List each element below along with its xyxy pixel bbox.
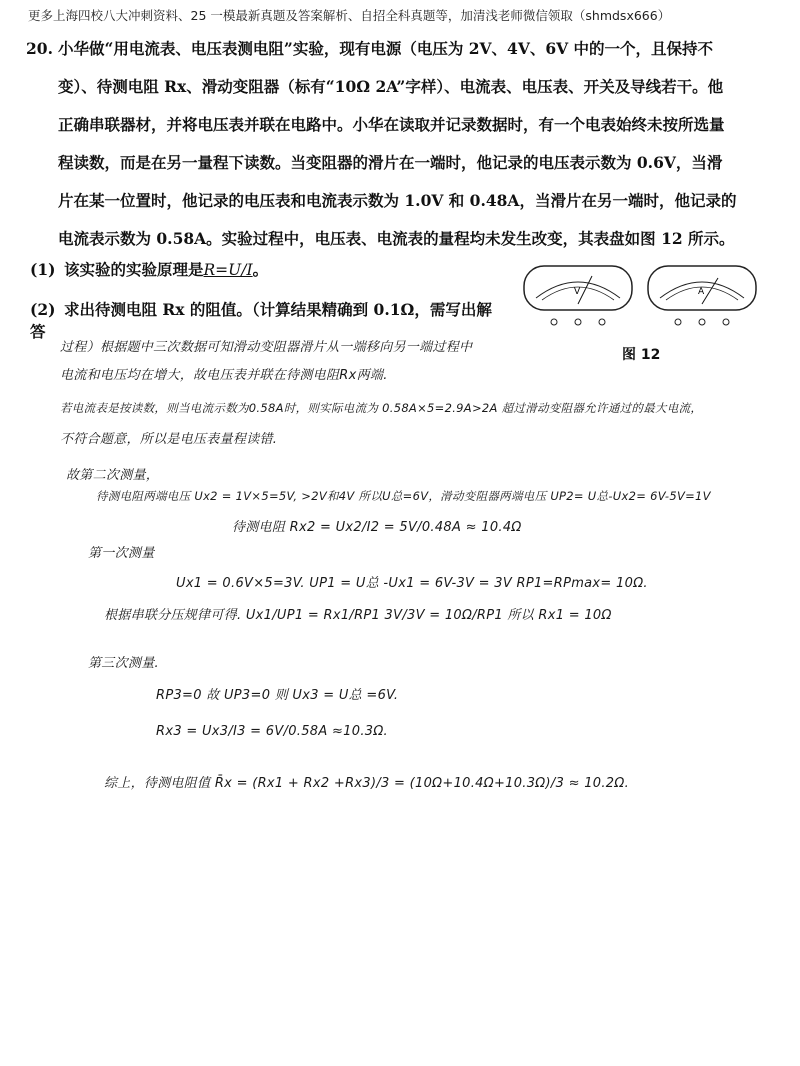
question-line: 正确串联器材，并将电压表并联在电路中。小华在读取并记录数据时，有一个电表始终未按所选量 [58, 115, 725, 134]
voltmeter-dial [524, 266, 632, 325]
handwriting-line: Ux1 = 0.6V×5=3V. UP1 = U总 -Ux1 = 6V-3V = 3V RP1=RPmax= 10Ω. [176, 576, 648, 591]
question-line: 电流表示数为 0.58A。实验过程中，电压表、电流表的量程均未发生改变，其表盘如图 12 所示。 [58, 229, 735, 248]
handwriting-line: 第三次测量. [88, 656, 159, 671]
handwriting-line: 不符合题意，所以是电压表量程读错. [60, 432, 278, 447]
handwriting-line: 第一次测量 [88, 546, 155, 561]
handwriting-line: 根据串联分压规律可得. Ux1/UP1 = Rx1/RP1 3V/3V = 10Ω/RP1 所以 Rx1 = 10Ω [104, 608, 612, 623]
part-2-number: (2) [30, 300, 56, 319]
part-1-text: 该实验的实验原理是 [64, 260, 204, 279]
figure-label: 图 12 [622, 347, 661, 363]
handwriting-line: 待测电阻 Rx2 = Ux2/I2 = 5V/0.48A ≈ 10.4Ω [232, 520, 522, 535]
ammeter-dial [648, 266, 756, 325]
part-2-text: 求出待测电阻 Rx 的阻值。（计算结果精确到 0.1Ω，需写出解答 [30, 300, 492, 341]
part-1-answer: R=U/I [203, 261, 253, 279]
part-1-end: 。 [252, 260, 269, 279]
handwriting-line: 故第二次测量， [66, 468, 160, 483]
handwriting-line: 过程）根据题中三次数据可知滑动变阻器滑片从一端移向另一端过程中 [60, 340, 473, 355]
question-line: 片在某一位置时，他记录的电压表和电流表示数为 1.0V 和 0.48A，当滑片在另一端时，他记录的 [58, 191, 737, 210]
handwriting-line: 综上，待测电阻值 R̄x = (Rx1 + Rx2 +Rx3)/3 = (10Ω+10.4Ω+10.3Ω)/3 ≈ 10.2Ω. [104, 776, 630, 791]
question-line: 变）、待测电阻 Rx、滑动变阻器（标有“10Ω 2A”字样）、电流表、电压表、开关及导线若干。他 [58, 77, 724, 96]
voltmeter-mark: V [574, 287, 581, 297]
handwriting-line: RP3=0 故 UP3=0 则 Ux3 = U总 =6V. [156, 688, 399, 703]
question-20 [26, 30, 758, 258]
handwriting-line: 待测电阻两端电压 Ux2 = 1V×5=5V, >2V和4V 所以U总=6V，滑动变阻器两端电压 UP2= U总-Ux2= 6V-5V=1V [96, 489, 711, 503]
question-number: 20. [26, 39, 53, 58]
part-1-number: (1) [30, 260, 56, 279]
handwriting-line: Rx3 = Ux3/I3 = 6V/0.58A ≈10.3Ω. [156, 724, 388, 739]
question-line: 程读数，而是在另一量程下读数。当变阻器的滑片在一端时，他记录的电压表示数为 0.6V，当滑 [58, 153, 723, 172]
handwriting-line: 电流和电压均在增大，故电压表并联在待测电阻Rx两端. [60, 368, 388, 383]
part-1 [30, 258, 268, 280]
question-line: 小华做“用电流表、电压表测电阻”实验，现有电源（电压为 2V、4V、6V 中的一个，且保持不 [58, 39, 714, 58]
ammeter-mark: A [698, 287, 705, 297]
handwriting-line: 若电流表是按读数，则当电流示数为0.58A时，则实际电流为 0.58A×5=2.9A>2A 超过滑动变阻器允许通过的最大电流， [60, 401, 703, 415]
header-banner: 更多上海四校八大冲刺资料、25 一模最新真题及答案解析、自招全科真题等，加清浅老师微信领取（shmdsx666） [28, 8, 671, 23]
